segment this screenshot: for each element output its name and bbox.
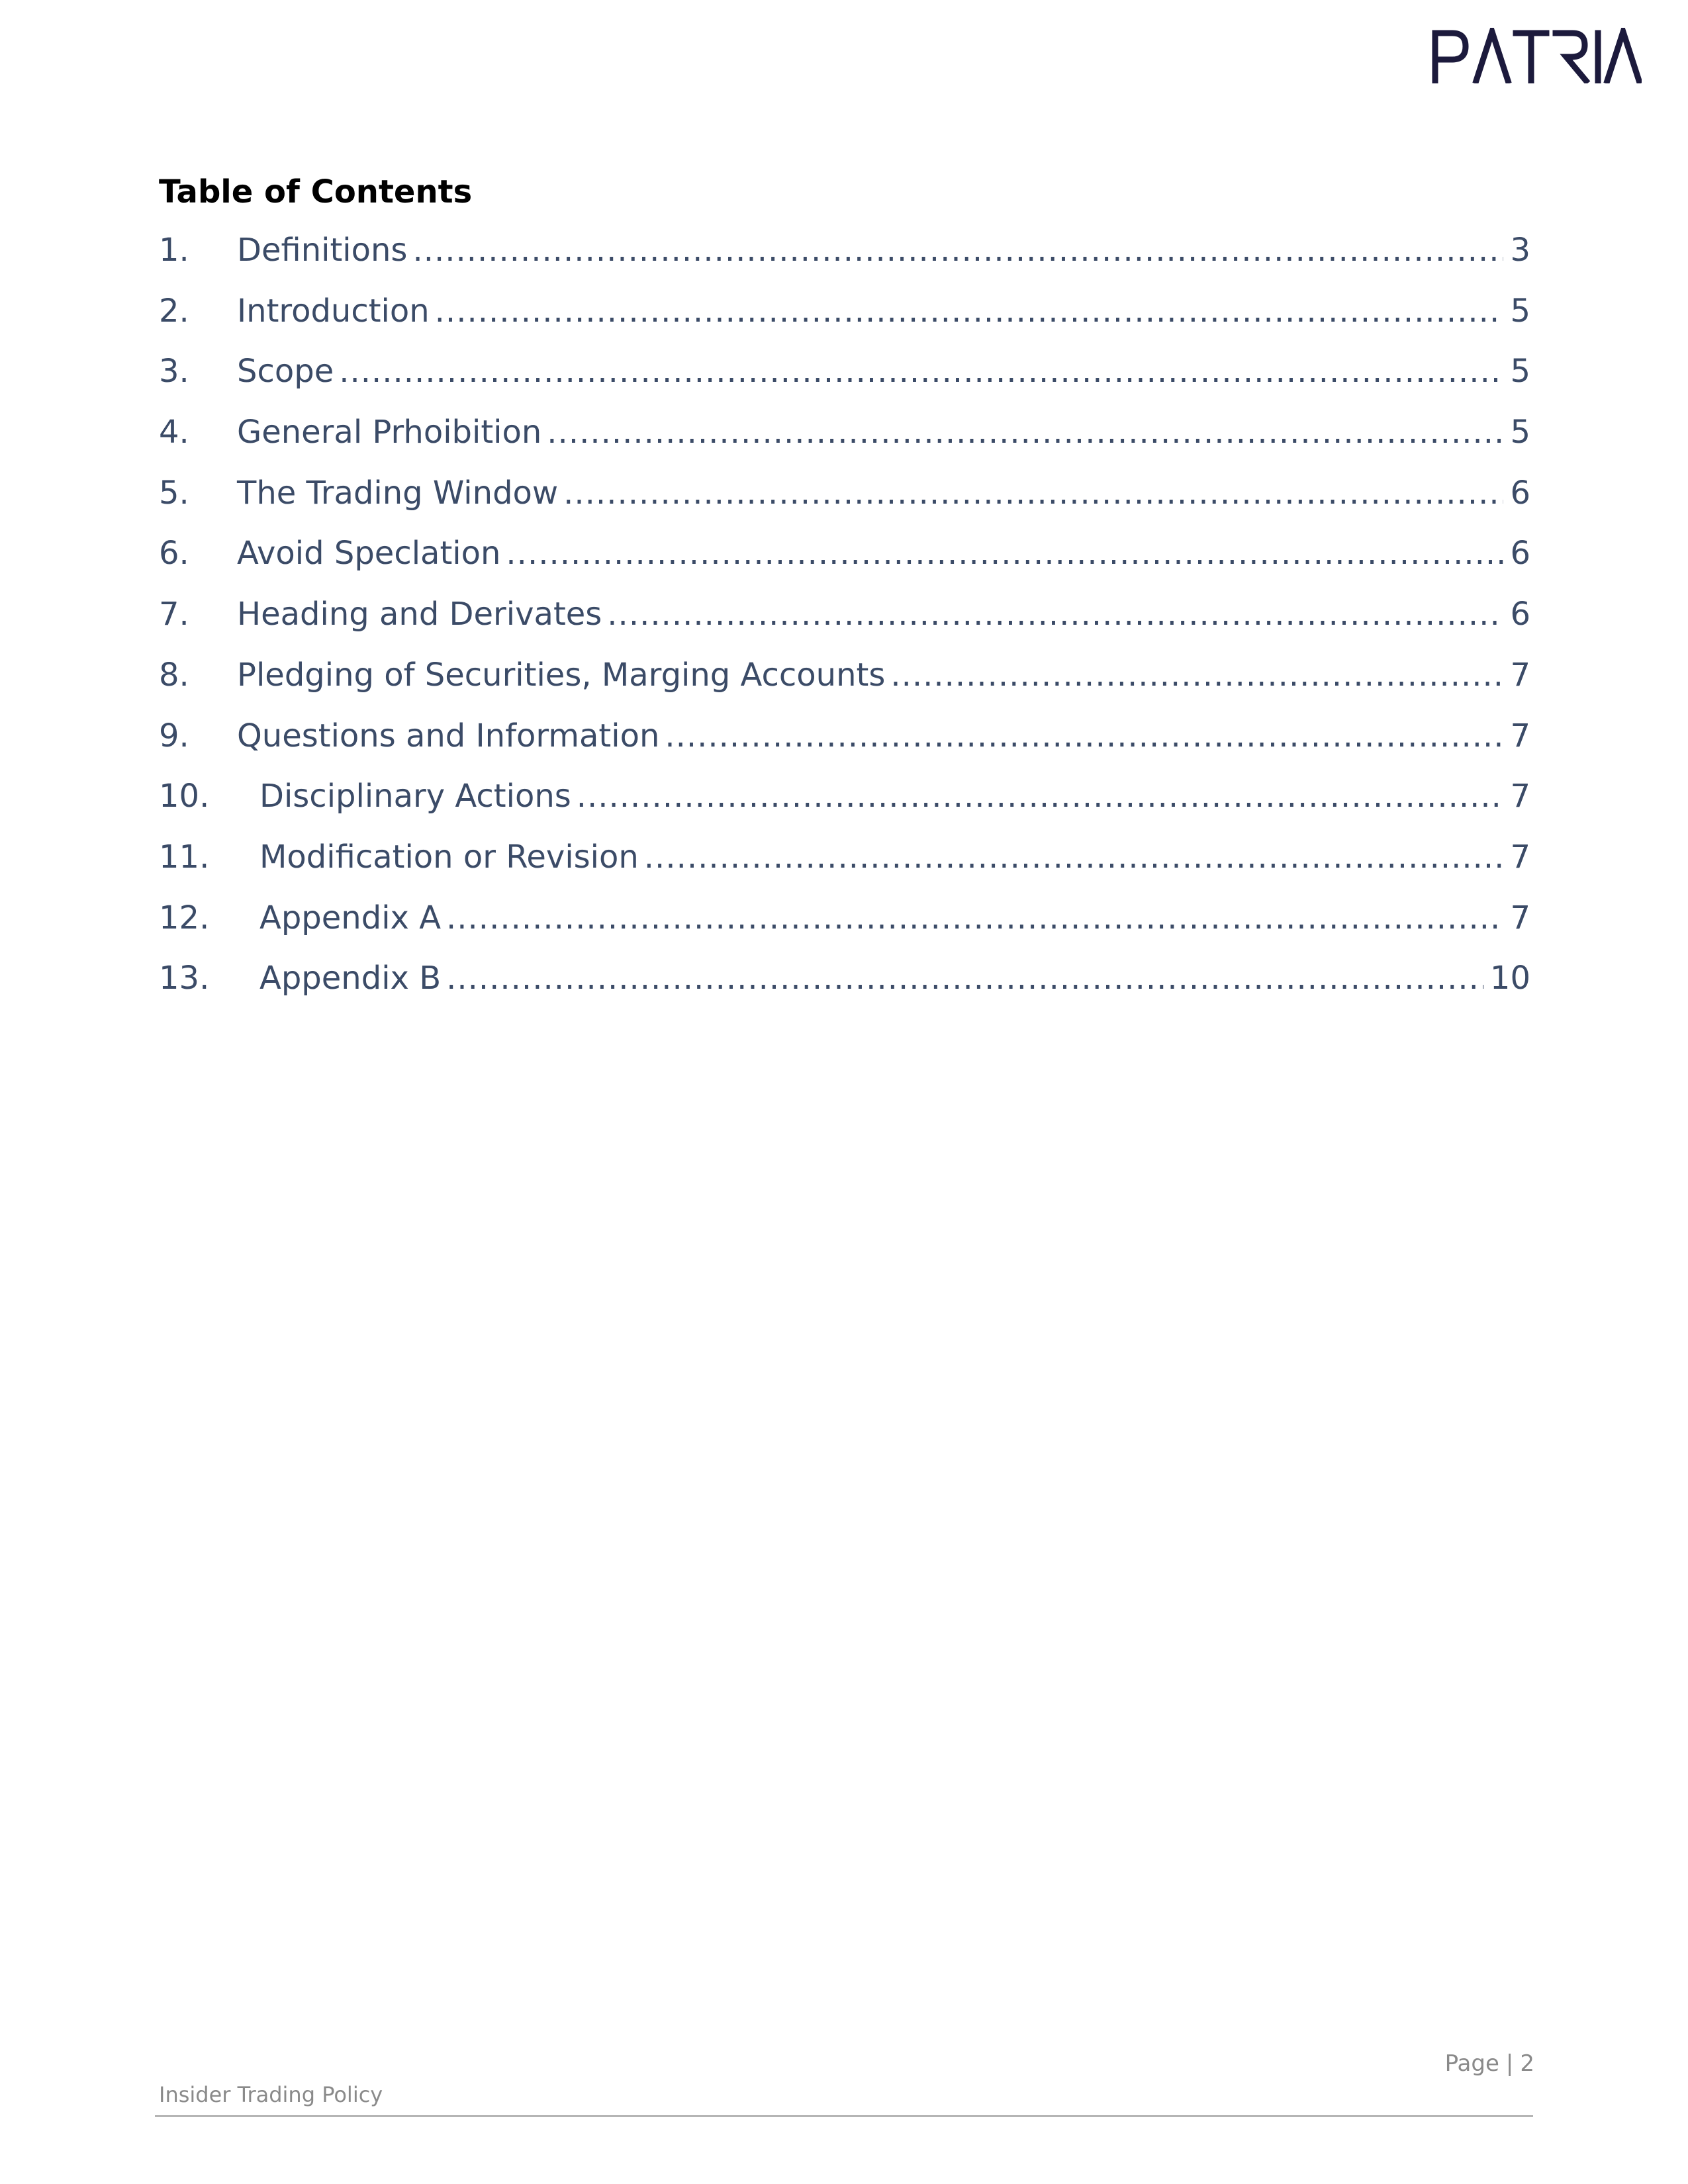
toc-entry-number: 6. <box>159 535 189 572</box>
toc-dot-leader <box>506 527 1503 580</box>
toc-dot-leader <box>563 467 1503 520</box>
toc-entry-number: 11. <box>159 838 210 876</box>
toc-entry-page[interactable]: 6 <box>1510 596 1530 633</box>
page-label: Page <box>1444 2050 1499 2077</box>
toc-entry-title[interactable]: Disciplinary Actions <box>259 778 571 815</box>
toc-entry-trading-window[interactable] <box>159 467 1530 527</box>
toc-dot-leader <box>665 709 1503 762</box>
toc-entry-appendix-a[interactable] <box>159 891 1530 952</box>
toc-entry-avoid-speculation[interactable] <box>159 527 1530 588</box>
toc-entry-pledging-of-securities[interactable] <box>159 649 1530 709</box>
toc-entry-title[interactable]: Appendix A <box>259 899 442 936</box>
toc-entry-title[interactable]: Appendix B <box>259 960 442 997</box>
page-separator: | <box>1505 2050 1514 2077</box>
toc-entry-number: 10. <box>159 778 210 815</box>
toc-entry-page[interactable]: 7 <box>1510 717 1530 754</box>
page-number-value: 2 <box>1520 2050 1534 2077</box>
patria-logo <box>1430 28 1642 83</box>
toc-entry-page[interactable]: 5 <box>1510 414 1530 451</box>
toc-entry-number: 3. <box>159 353 189 390</box>
toc-dot-leader <box>412 224 1503 277</box>
toc-entry-general-prohibition[interactable] <box>159 406 1530 467</box>
toc-entry-questions-and-information[interactable] <box>159 709 1530 770</box>
toc-entry-title[interactable]: Heading and Derivates <box>237 596 602 633</box>
toc-entry-number: 1. <box>159 232 189 269</box>
toc-entry-page[interactable]: 6 <box>1510 474 1530 512</box>
toc-entry-page[interactable]: 7 <box>1510 656 1530 694</box>
toc-entry-number: 13. <box>159 960 210 997</box>
toc-entry-page[interactable]: 5 <box>1510 292 1530 330</box>
footer-document-title: Insider Trading Policy <box>159 2082 383 2107</box>
toc-entry-number: 7. <box>159 596 189 633</box>
toc-entry-title[interactable]: Pledging of Securities, Marging Accounts <box>237 656 886 694</box>
toc-entry-title[interactable]: Modification or Revision <box>259 838 639 876</box>
toc-entry-number: 8. <box>159 656 189 694</box>
toc-entry-definitions[interactable] <box>159 224 1530 285</box>
toc-dot-leader <box>339 345 1503 398</box>
toc-entry-page[interactable]: 5 <box>1510 353 1530 390</box>
toc-entry-page[interactable]: 7 <box>1510 838 1530 876</box>
toc-entry-page[interactable]: 6 <box>1510 535 1530 572</box>
toc-entry-title[interactable]: Definitions <box>237 232 408 269</box>
toc-dot-leader <box>890 649 1503 702</box>
toc-entry-page[interactable]: 7 <box>1510 778 1530 815</box>
toc-entry-title[interactable]: Avoid Speclation <box>237 535 501 572</box>
toc-list <box>159 224 1530 1013</box>
toc-entry-number: 2. <box>159 292 189 330</box>
toc-entry-number: 4. <box>159 414 189 451</box>
toc-entry-heading-and-derivates[interactable] <box>159 588 1530 649</box>
toc-entry-title[interactable]: Introduction <box>237 292 430 330</box>
toc-title: Table of Contents <box>159 173 473 210</box>
toc-entry-title[interactable]: Scope <box>237 353 334 390</box>
toc-entry-page[interactable]: 3 <box>1510 232 1530 269</box>
toc-entry-title[interactable]: The Trading Window <box>237 474 559 512</box>
toc-entry-scope[interactable] <box>159 345 1530 406</box>
footer-divider <box>155 2115 1533 2117</box>
toc-entry-number: 9. <box>159 717 189 754</box>
toc-entry-appendix-b[interactable] <box>159 952 1530 1013</box>
toc-entry-title[interactable]: Questions and Information <box>237 717 660 754</box>
toc-entry-modification-or-revision[interactable] <box>159 831 1530 891</box>
toc-dot-leader <box>435 285 1504 338</box>
toc-dot-leader <box>644 831 1504 884</box>
toc-dot-leader <box>547 406 1503 459</box>
toc-entry-page[interactable]: 7 <box>1510 899 1530 936</box>
toc-dot-leader <box>607 588 1503 641</box>
toc-entry-introduction[interactable] <box>159 285 1530 345</box>
toc-dot-leader <box>446 891 1503 944</box>
toc-entry-page[interactable]: 10 <box>1489 960 1530 997</box>
toc-entry-title[interactable]: General Prhoibition <box>237 414 542 451</box>
toc-dot-leader <box>446 952 1483 1005</box>
toc-dot-leader <box>577 770 1504 823</box>
toc-entry-number: 5. <box>159 474 189 512</box>
toc-entry-disciplinary-actions[interactable] <box>159 770 1530 831</box>
page-number <box>1445 2050 1534 2077</box>
toc-entry-number: 12. <box>159 899 210 936</box>
